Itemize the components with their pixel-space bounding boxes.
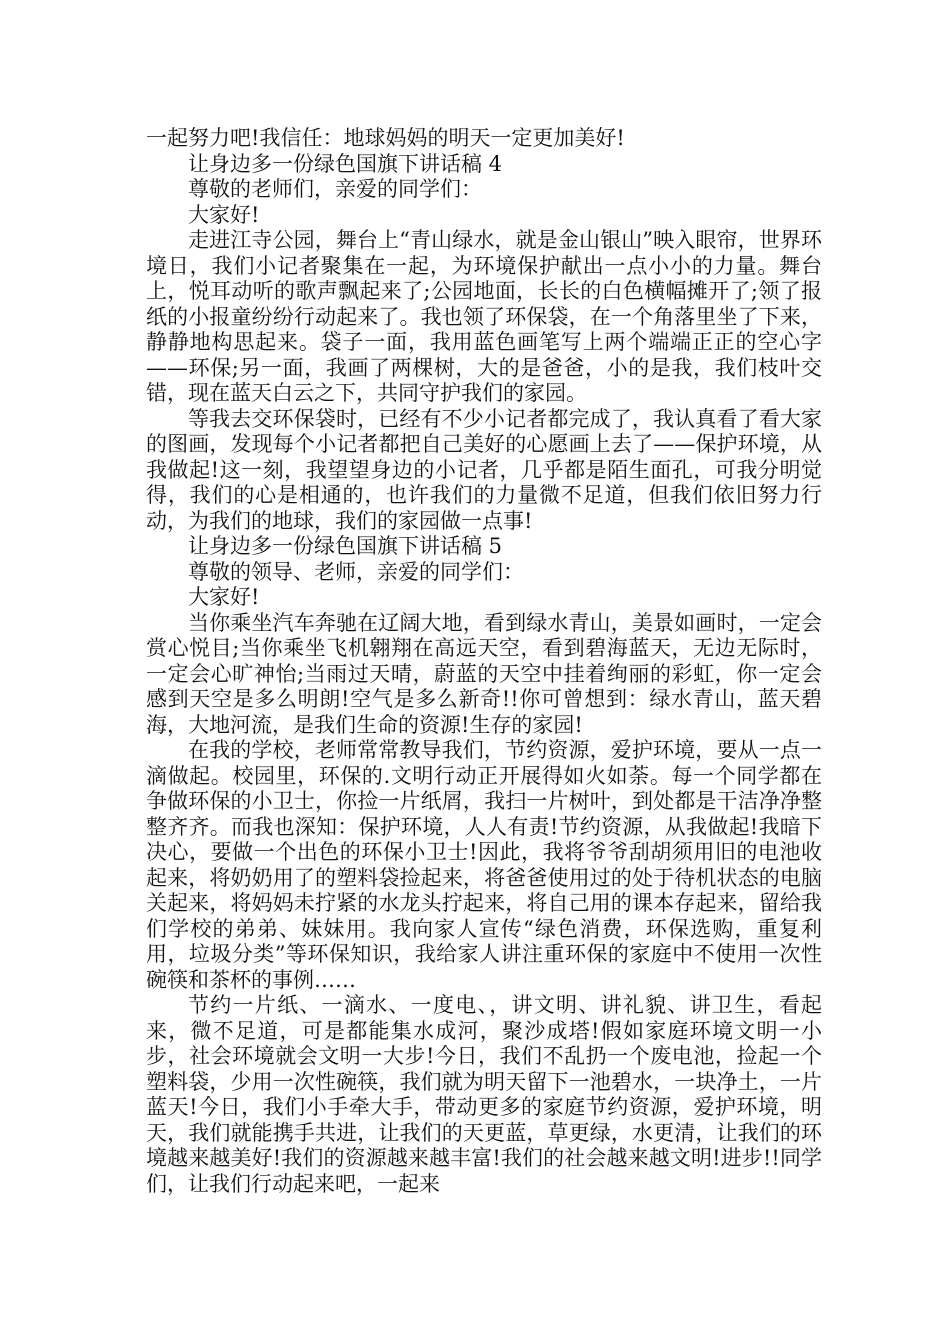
- section-title: 让身边多一份绿色国旗下讲话稿 5: [188, 534, 503, 558]
- paragraph: 一起努力吧!我信任：地球妈妈的明天一定更加美好!: [146, 126, 625, 150]
- section-title: 让身边多一份绿色国旗下讲话稿 4: [188, 151, 503, 176]
- greeting: 大家好!: [188, 202, 260, 227]
- paragraph: 节约一片纸、一滴水、一度电、，讲文明、讲礼貌、讲卫生，看起来，微不足道，可是都能集水成河，聚沙成塔!假如家庭环境文明一小步，社会环境就会文明一大步!今日，我们不乱扔一个废电池，捡起一个塑料袋，少用一次性碗筷，我们就为明天留下一池碧水，一块净土，一片蓝天!今日，我们小手牵大手，带动更多的家庭节约资源，爱护环境，明天，我们就能携手共进，让我们的天更蓝，草更绿，水更清，让我们的环境越来越美好!我们的资源越来越丰富!我们的社会越来越文明!进步!!同学们，让我们行动起来吧，一起来: [146, 993, 822, 1196]
- paragraph: 当你乘坐汽车奔驰在辽阔大地，看到绿水青山，美景如画时，一定会赏心悦目;当你乘坐飞机翱翔在高远天空，看到碧海蓝天，无边无际时，一定会心旷神怡;当雨过天晴，蔚蓝的天空中挂着绚丽的彩虹，你一定会感到天空是多么明朗!空气是多么新奇!!你可曾想到：绿水青山，蓝天碧海，大地河流，是我们生命的资源!生存的家园!: [146, 610, 822, 737]
- salutation: 尊敬的领导、老师，亲爱的同学们：: [188, 559, 524, 584]
- paragraph: 等我去交环保袋时，已经有不少小记者都完成了，我认真看了看大家的图画，发现每个小记者都把自己美好的心愿画上去了——保护环境，从我做起!这一刻，我望望身边的小记者，几乎都是陌生面孔，可我分明觉得，我们的心是相通的，也许我们的力量微不足道，但我们依旧努力行动，为我们的地球，我们的家园做一点事!: [146, 406, 822, 533]
- document-page: [146, 126, 822, 1197]
- salutation: 尊敬的老师们，亲爱的同学们：: [188, 177, 482, 201]
- paragraph: 走进江寺公园，舞台上“青山绿水，就是金山银山”映入眼帘，世界环境日，我们小记者聚集在一起，为环境保护献出一点小小的力量。舞台上，悦耳动听的歌声飘起来了;公园地面，长长的白色横幅摊开了;领了报纸的小报童纷纷行动起来了。我也领了环保袋，在一个角落里坐了下来，静静地构思起来。袋子一面，我用蓝色画笔写上两个端端正正的空心字——环保;另一面，我画了两棵树，大的是爸爸，小的是我，我们枝叶交错，现在蓝天白云之下，共同守护我们的家园。: [146, 228, 822, 405]
- greeting: 大家好!: [188, 585, 260, 609]
- paragraph: 在我的学校，老师常常教导我们，节约资源，爱护环境，要从一点一滴做起。校园里，环保的.文明行动正开展得如火如荼。每一个同学都在争做环保的小卫士，你捡一片纸屑，我扫一片树叶，到处都是干洁净净整整齐齐。而我也深知：保护环境，人人有责!节约资源，从我做起!我暗下决心，要做一个出色的环保小卫士!因此，我将爷爷刮胡须用旧的电池收起来，将奶奶用了的塑料袋捡起来，将爸爸使用过的处于待机状态的电脑关起来，将妈妈未拧紧的水龙头拧起来，将自己用的课本存起来，留给我们学校的弟弟、妹妹用。我向家人宣传“绿色消费，环保选购，重复利用，垃圾分类”等环保知识，我给家人讲注重环保的家庭中不使用一次性碗筷和茶杯的事例……: [146, 738, 822, 992]
